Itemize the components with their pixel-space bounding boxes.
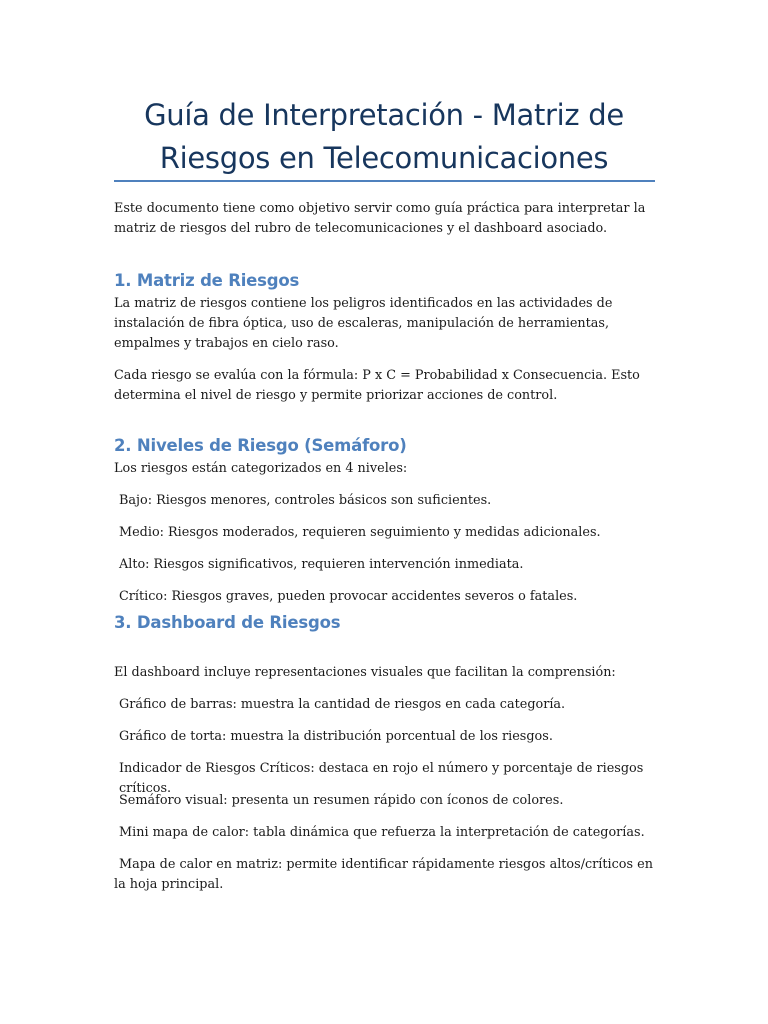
section-1-paragraph-2: Cada riesgo se evalúa con la fórmula: P x C = Probabilidad x Consecuencia. Esto determina el nivel de riesgo y permite priorizar acciones de control.: [114, 368, 640, 403]
dashboard-item-critical-indicator: Indicador de Riesgos Críticos: destaca en rojo el número y porcentaje de riesgos críticos.: [119, 761, 644, 796]
section-3-lead: El dashboard incluye representaciones visuales que facilitan la comprensión:: [114, 665, 616, 680]
risk-level-high: Alto: Riesgos significativos, requieren intervención inmediata.: [119, 557, 524, 572]
section-2-lead: Los riesgos están categorizados en 4 niveles:: [114, 461, 408, 476]
risk-level-medium: Medio: Riesgos moderados, requieren seguimiento y medidas adicionales.: [119, 525, 601, 540]
dashboard-item-traffic-light: Semáforo visual: presenta un resumen rápido con íconos de colores.: [119, 793, 564, 808]
section-2-heading: 2. Niveles de Riesgo (Semáforo): [114, 436, 407, 455]
document-title: Guía de Interpretación - Matriz de Riesgos en Telecomunicaciones: [144, 98, 624, 175]
dashboard-item-bar-chart: Gráfico de barras: muestra la cantidad de riesgos en cada categoría.: [119, 697, 566, 712]
risk-level-low: Bajo: Riesgos menores, controles básicos son suficientes.: [119, 493, 492, 508]
dashboard-item-pie-chart: Gráfico de torta: muestra la distribución porcentual de los riesgos.: [119, 729, 553, 744]
risk-level-critical: Crítico: Riesgos graves, pueden provocar accidentes severos o fatales.: [119, 589, 578, 604]
title-underline: [114, 180, 655, 182]
section-3-heading: 3. Dashboard de Riesgos: [114, 613, 341, 632]
intro-paragraph: Este documento tiene como objetivo servir como guía práctica para interpretar la matriz de riesgos del rubro de telecomunicaciones y el dashboard asociado.: [114, 201, 646, 236]
section-1-paragraph-1: La matriz de riesgos contiene los peligros identificados en las actividades de instalación de fibra óptica, uso de escaleras, manipulación de herramientas, empalmes y trabajos en cielo raso.: [114, 296, 613, 351]
section-1-heading: 1. Matriz de Riesgos: [114, 271, 300, 290]
dashboard-item-matrix-heatmap: Mapa de calor en matriz: permite identificar rápidamente riesgos altos/críticos en la hoja principal.: [114, 857, 653, 892]
dashboard-item-mini-heatmap: Mini mapa de calor: tabla dinámica que refuerza la interpretación de categorías.: [119, 825, 645, 840]
